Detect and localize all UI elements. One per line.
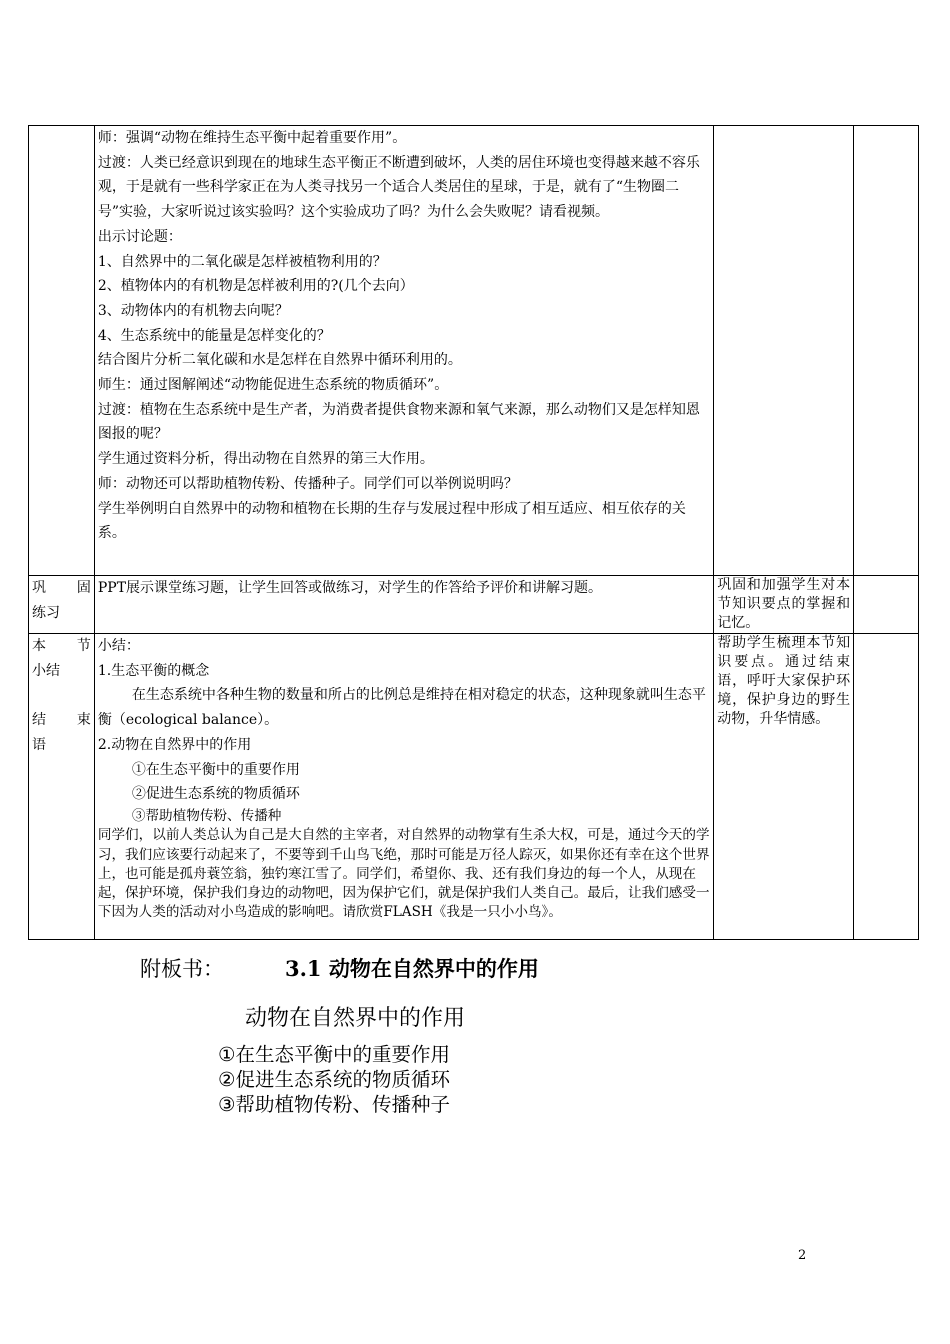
row-label-cell (29, 634, 95, 940)
page-number: 2 (798, 1248, 807, 1263)
paragraph: 出示讨论题： (97, 228, 182, 245)
design-intent-cell: 帮助学生梳理本节知识要点。通过结束语，呼吁大家保护环境，保护身边的野生动物，升华情感。 (714, 634, 854, 940)
paragraph: 师：动物还可以帮助植物传粉、传播种子。同学们可以举例说明吗？ (97, 475, 518, 492)
paragraph: 学生举例明白自然界中的动物和植物在长期的生存与发展过程中形成了相互适应、相互依存的关系。 (97, 500, 686, 542)
blackboard-item: ①在生态平衡中的重要作用 (218, 1043, 450, 1066)
paragraph: 4、生态系统中的能量是怎样变化的？ (97, 327, 331, 344)
paragraph: 3、动物体内的有机物去向呢？ (97, 302, 289, 319)
table-row (29, 126, 919, 576)
notes-cell (854, 126, 919, 576)
teaching-process-cell (94, 126, 713, 576)
row-label: 练习 (32, 604, 60, 621)
blackboard-title-line (140, 953, 539, 983)
blackboard-item: ②促进生态系统的物质循环 (218, 1068, 450, 1091)
blackboard-item: ③帮助植物传粉、传播种子 (218, 1093, 450, 1116)
row-label: 结 束 (32, 712, 91, 729)
blackboard-label: 附板书： (140, 957, 224, 981)
summary-point: 1.生态平衡的概念 (97, 662, 210, 679)
row-label: 语 (32, 736, 46, 753)
table-row (29, 634, 919, 940)
summary-point: 2.动物在自然界中的作用 (97, 736, 252, 753)
paragraph: 2、植物体内的有机物是怎样被利用的?(几个去向） (97, 278, 414, 295)
paragraph: 过渡：植物在生态系统中是生产者，为消费者提供食物来源和氧气来源，那么动物们又是怎样知恩图报的呢？ (97, 401, 700, 443)
row-label: 巩 固 (32, 580, 91, 596)
teaching-process-cell (94, 634, 713, 940)
notes-cell (854, 634, 919, 940)
closing-text: 同学们，以前人类总认为自己是大自然的主宰者，对自然界的动物掌有生杀大权，可是，通过今天的学习，我们应该要行动起来了，不要等到千山鸟飞绝，那时可能是万径人踪灭，如果你还有幸在这个世界上，也可能是孤舟蓑笠翁，独钓寒江雪了。同学们，希望你、我、还有我们身边的每一个人，从现在起，保护环境，保护我们身边的动物吧，因为保护它们，就是保护我们人类自己。最后，让我们感受一下因为人类的活动对小鸟造成的影响吧。请欣赏FLASH《我是一只小小鸟》。 (97, 827, 710, 921)
paragraph: 学生通过资料分析，得出动物在自然界的第三大作用。 (97, 451, 434, 468)
blackboard-items (218, 1042, 450, 1117)
paragraph: 结合图片分析二氧化碳和水是怎样在自然界中循环利用的。 (97, 352, 462, 369)
paragraph: 过渡：人类已经意识到现在的地球生态平衡正不断遭到破坏，人类的居住环境也变得越来越不容乐观，于是就有一些科学家正在为人类寻找另一个适合人类居住的星球，于是，就有了“生物圈二号”实验，大家听说过该实验吗？这个实验成功了吗？为什么会失败呢？请看视频。 (97, 154, 700, 221)
row-label-cell (29, 576, 95, 634)
blackboard-title: 3.1 动物在自然界中的作用 (285, 956, 539, 981)
teaching-process-cell: PPT展示课堂练习题，让学生回答或做练习，对学生的作答给予评价和讲解习题。 (94, 576, 713, 634)
row-label: 小结 (32, 662, 60, 679)
summary-item: ①在生态平衡中的重要作用 (131, 761, 300, 778)
paragraph: 1、自然界中的二氧化碳是怎样被植物利用的？ (97, 253, 387, 270)
paragraph: 师生：通过图解阐述“动物能促进生态系统的物质循环”。 (97, 377, 449, 394)
lesson-plan-table (28, 125, 919, 940)
notes-cell (854, 576, 919, 634)
design-intent-cell (714, 126, 854, 576)
paragraph: 师：强调“动物在维持生态平衡中起着重要作用”。 (97, 130, 407, 146)
row-label: 本 节 (32, 638, 91, 654)
summary-item: ②促进生态系统的物质循环 (131, 786, 300, 803)
design-intent-cell: 巩固和加强学生对本节知识要点的掌握和记忆。 (714, 576, 854, 634)
summary-title: 小结： (97, 638, 140, 654)
summary-text: 在生态系统中各种生物的数量和所占的比例总是维持在相对稳定的状态，这种现象就叫生态平衡（ecological balance）。 (97, 687, 706, 729)
table-row (29, 576, 919, 634)
summary-item: ③帮助植物传粉、传播种 (131, 807, 282, 824)
row-label-cell (29, 126, 95, 576)
blackboard-heading: 动物在自然界中的作用 (245, 1006, 466, 1031)
